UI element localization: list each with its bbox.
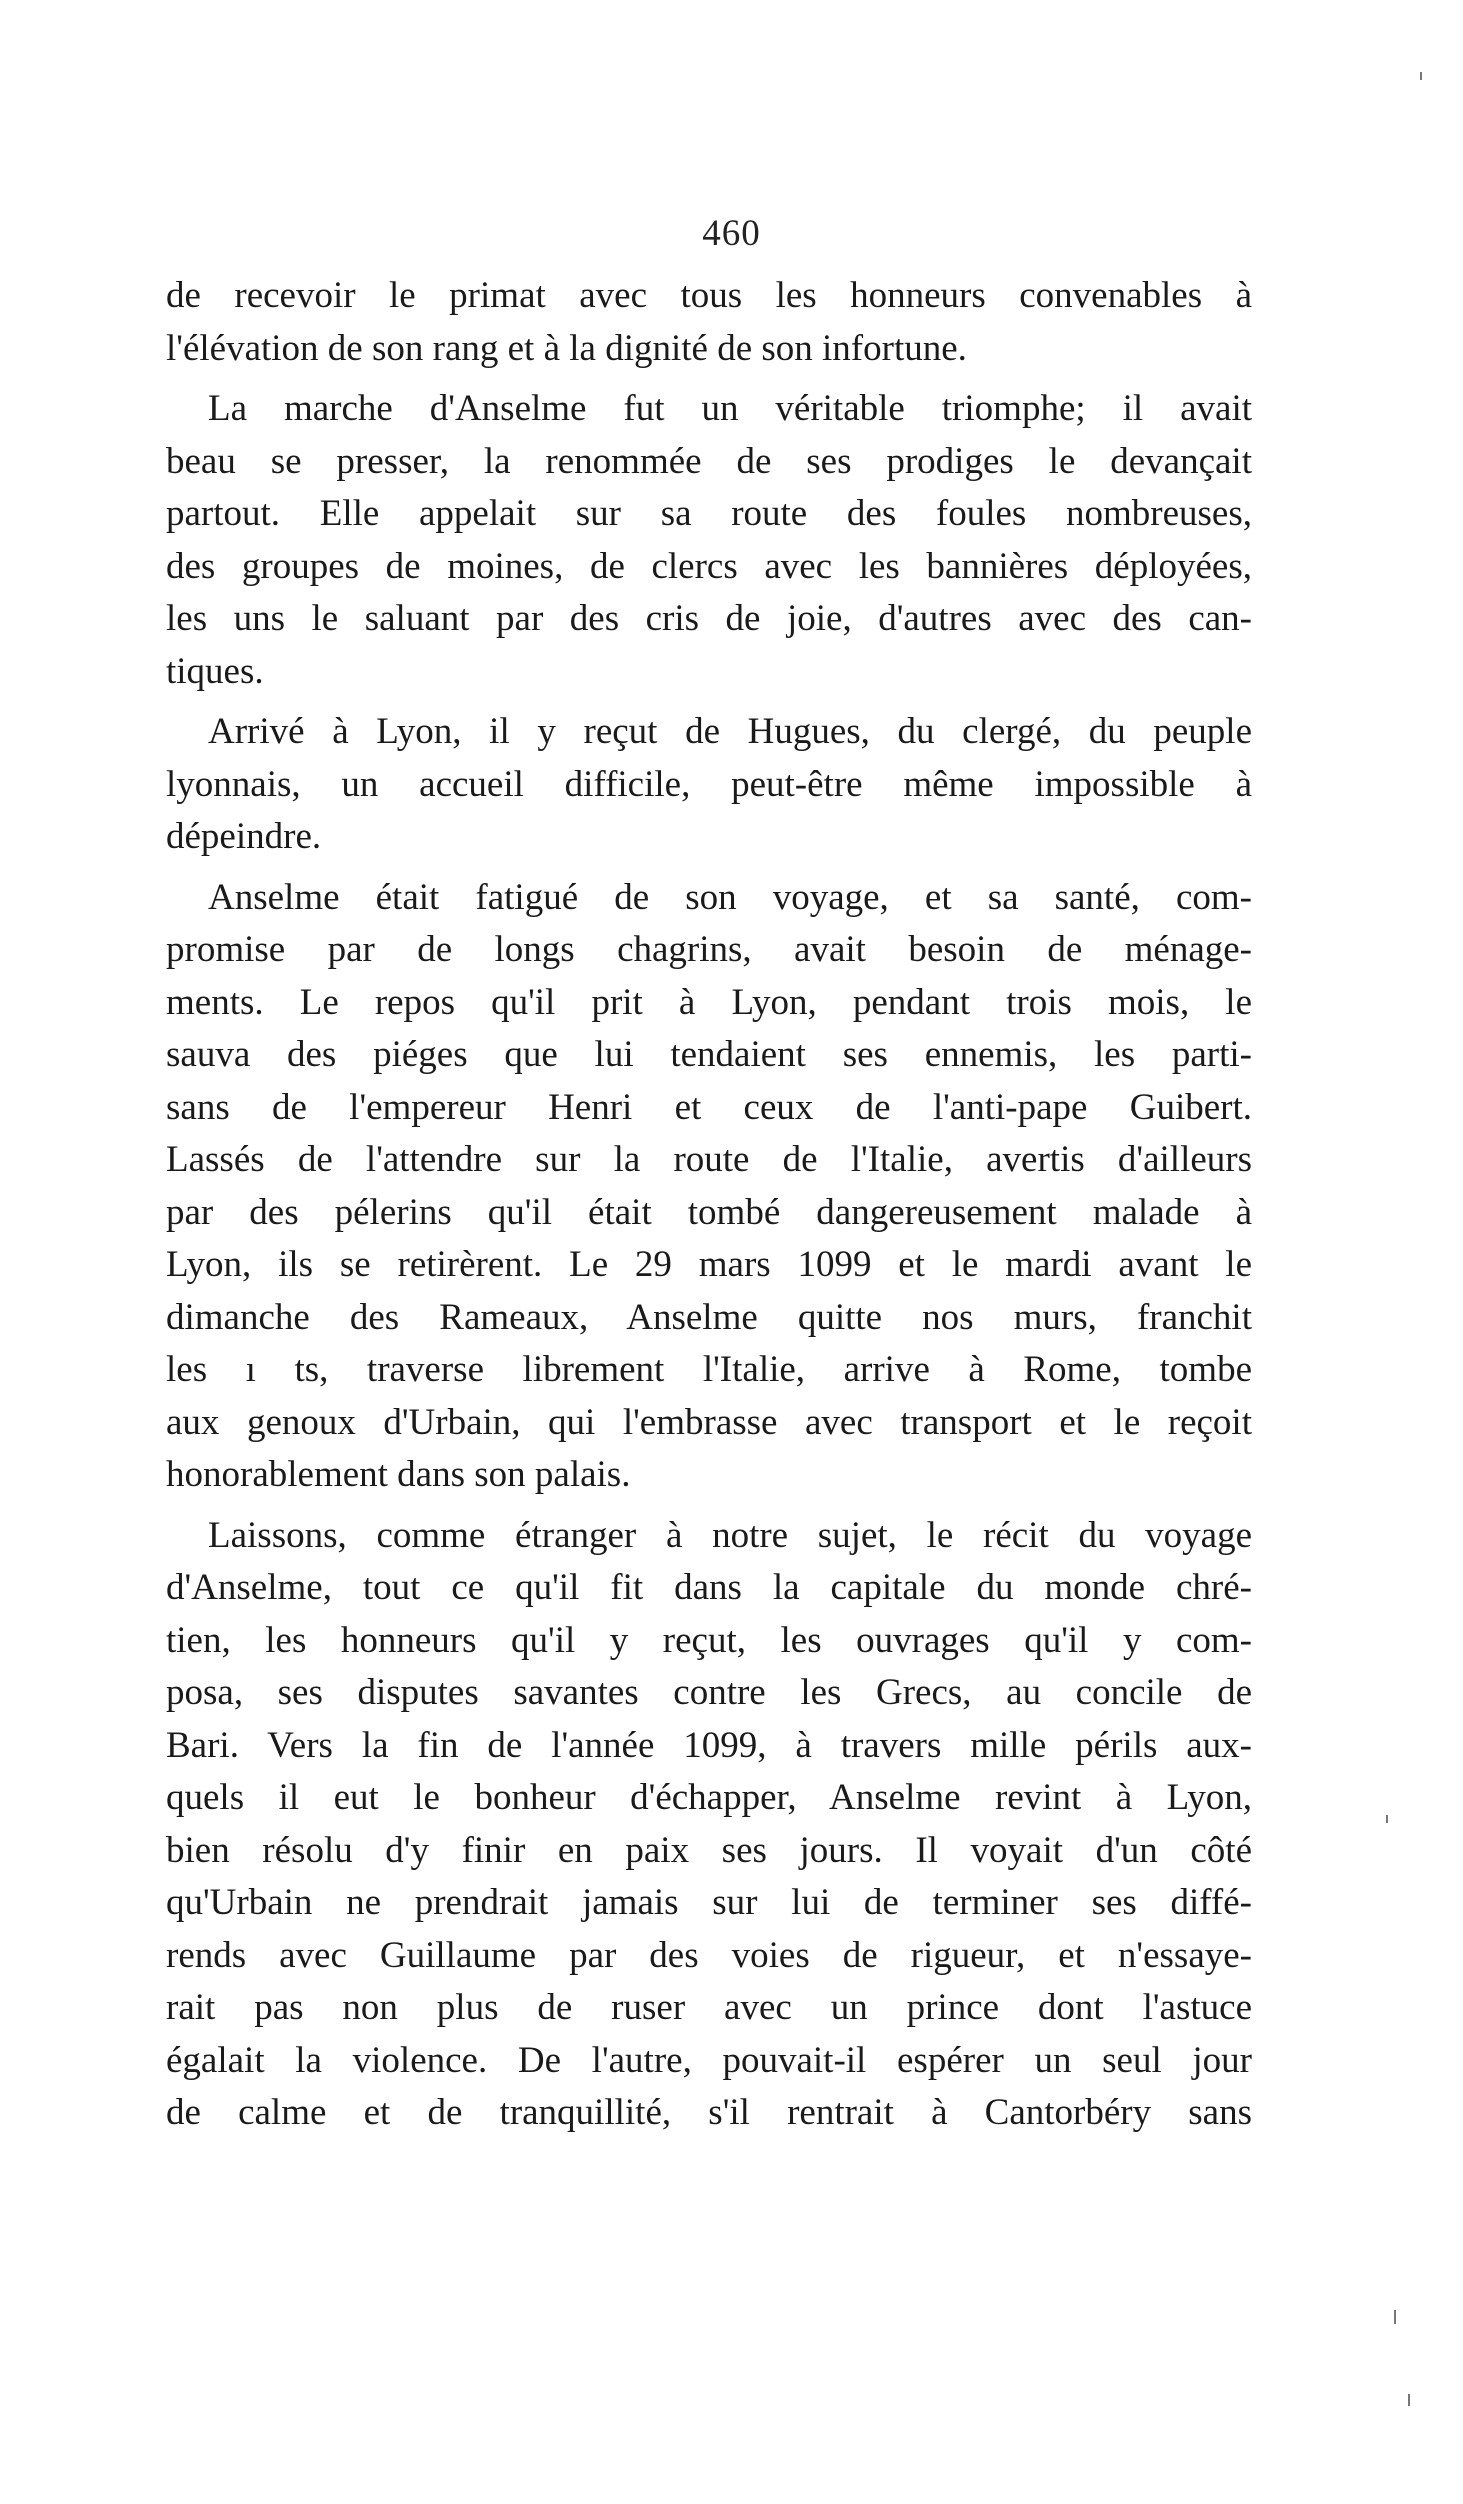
scan-edge-mark — [1420, 72, 1422, 80]
text-line: Arrivé à Lyon, il y reçut de Hugues, du clergé, du peuple — [208, 711, 1252, 752]
text-line: aux genoux d'Urbain, qui l'embrasse avec transport et le reçoit — [166, 1401, 1252, 1443]
text-line: sauva des piéges que lui tendaient ses ennemis, les parti- — [166, 1034, 1252, 1075]
text-line: Laissons, comme étranger à notre sujet, le récit du voyage — [208, 1514, 1252, 1556]
text-line: promise par de longs chagrins, avait besoin de ménage- — [166, 929, 1252, 970]
text-line: l'élévation de son rang et à la dignité de son infortune. — [166, 327, 967, 369]
text-line: rends avec Guillaume par des voies de rigueur, et n'essaye- — [166, 1934, 1252, 1976]
scan-edge-mark — [1386, 1815, 1388, 1823]
text-line: Anselme était fatigué de son voyage, et sa santé, com- — [208, 876, 1252, 918]
text-line: rait pas non plus de ruser avec un prince dont l'astuce — [166, 1987, 1252, 2028]
text-line: qu'Urbain ne prendrait jamais sur lui de terminer ses diffé- — [166, 1882, 1252, 1923]
text-line: Bari. Vers la fin de l'année 1099, à travers mille périls aux- — [166, 1724, 1252, 1766]
text-line: partout. Elle appelait sur sa route des foules nombreuses, — [166, 493, 1252, 534]
scan-edge-mark — [1408, 2394, 1410, 2406]
text-line: sans de l'empereur Henri et ceux de l'anti-pape Guibert. — [166, 1086, 1252, 1128]
text-line: les ı ts, traverse librement l'Italie, arrive à Rome, tombe — [166, 1349, 1252, 1390]
text-line: bien résolu d'y finir en paix ses jours. Il voyait d'un côté — [166, 1829, 1252, 1871]
text-line: Lyon, ils se retirèrent. Le 29 mars 1099 et le mardi avant le — [166, 1244, 1252, 1285]
text-line: beau se presser, la renommée de ses prodiges le devançait — [166, 440, 1252, 482]
page-number: 460 — [702, 213, 761, 254]
body-text — [166, 270, 1252, 2140]
text-line: dépeindre. — [166, 816, 322, 857]
text-line: tiques. — [166, 650, 264, 692]
text-line: Lassés de l'attendre sur la route de l'Italie, avertis d'ailleurs — [166, 1139, 1252, 1180]
text-line: les uns le saluant par des cris de joie, d'autres avec des can- — [166, 598, 1252, 639]
text-line: posa, ses disputes savantes contre les Grecs, au concile de — [166, 1672, 1252, 1713]
text-line: tien, les honneurs qu'il y reçut, les ouvrages qu'il y com- — [166, 1619, 1252, 1661]
text-line: quels il eut le bonheur d'échapper, Anselme revint à Lyon, — [166, 1777, 1252, 1818]
text-line: honorablement dans son palais. — [166, 1454, 631, 1495]
text-line: La marche d'Anselme fut un véritable triomphe; il avait — [208, 388, 1252, 429]
text-line: dimanche des Rameaux, Anselme quitte nos murs, franchit — [166, 1296, 1252, 1338]
text-line: de recevoir le primat avec tous les honneurs convenables à — [166, 275, 1252, 316]
scan-edge-mark — [1394, 2310, 1396, 2324]
text-line: ments. Le repos qu'il prit à Lyon, pendant trois mois, le — [166, 981, 1252, 1023]
text-line: d'Anselme, tout ce qu'il fit dans la capitale du monde chré- — [166, 1567, 1252, 1608]
text-line: de calme et de tranquillité, s'il rentrait à Cantorbéry sans — [166, 2092, 1252, 2133]
text-line: des groupes de moines, de clercs avec les bannières déployées, — [166, 545, 1252, 587]
text-line: lyonnais, un accueil difficile, peut-être même impossible à — [166, 763, 1252, 805]
text-line: par des pélerins qu'il était tombé dangereusement malade à — [166, 1191, 1252, 1233]
text-line: égalait la violence. De l'autre, pouvait-il espérer un seul jour — [166, 2039, 1252, 2081]
